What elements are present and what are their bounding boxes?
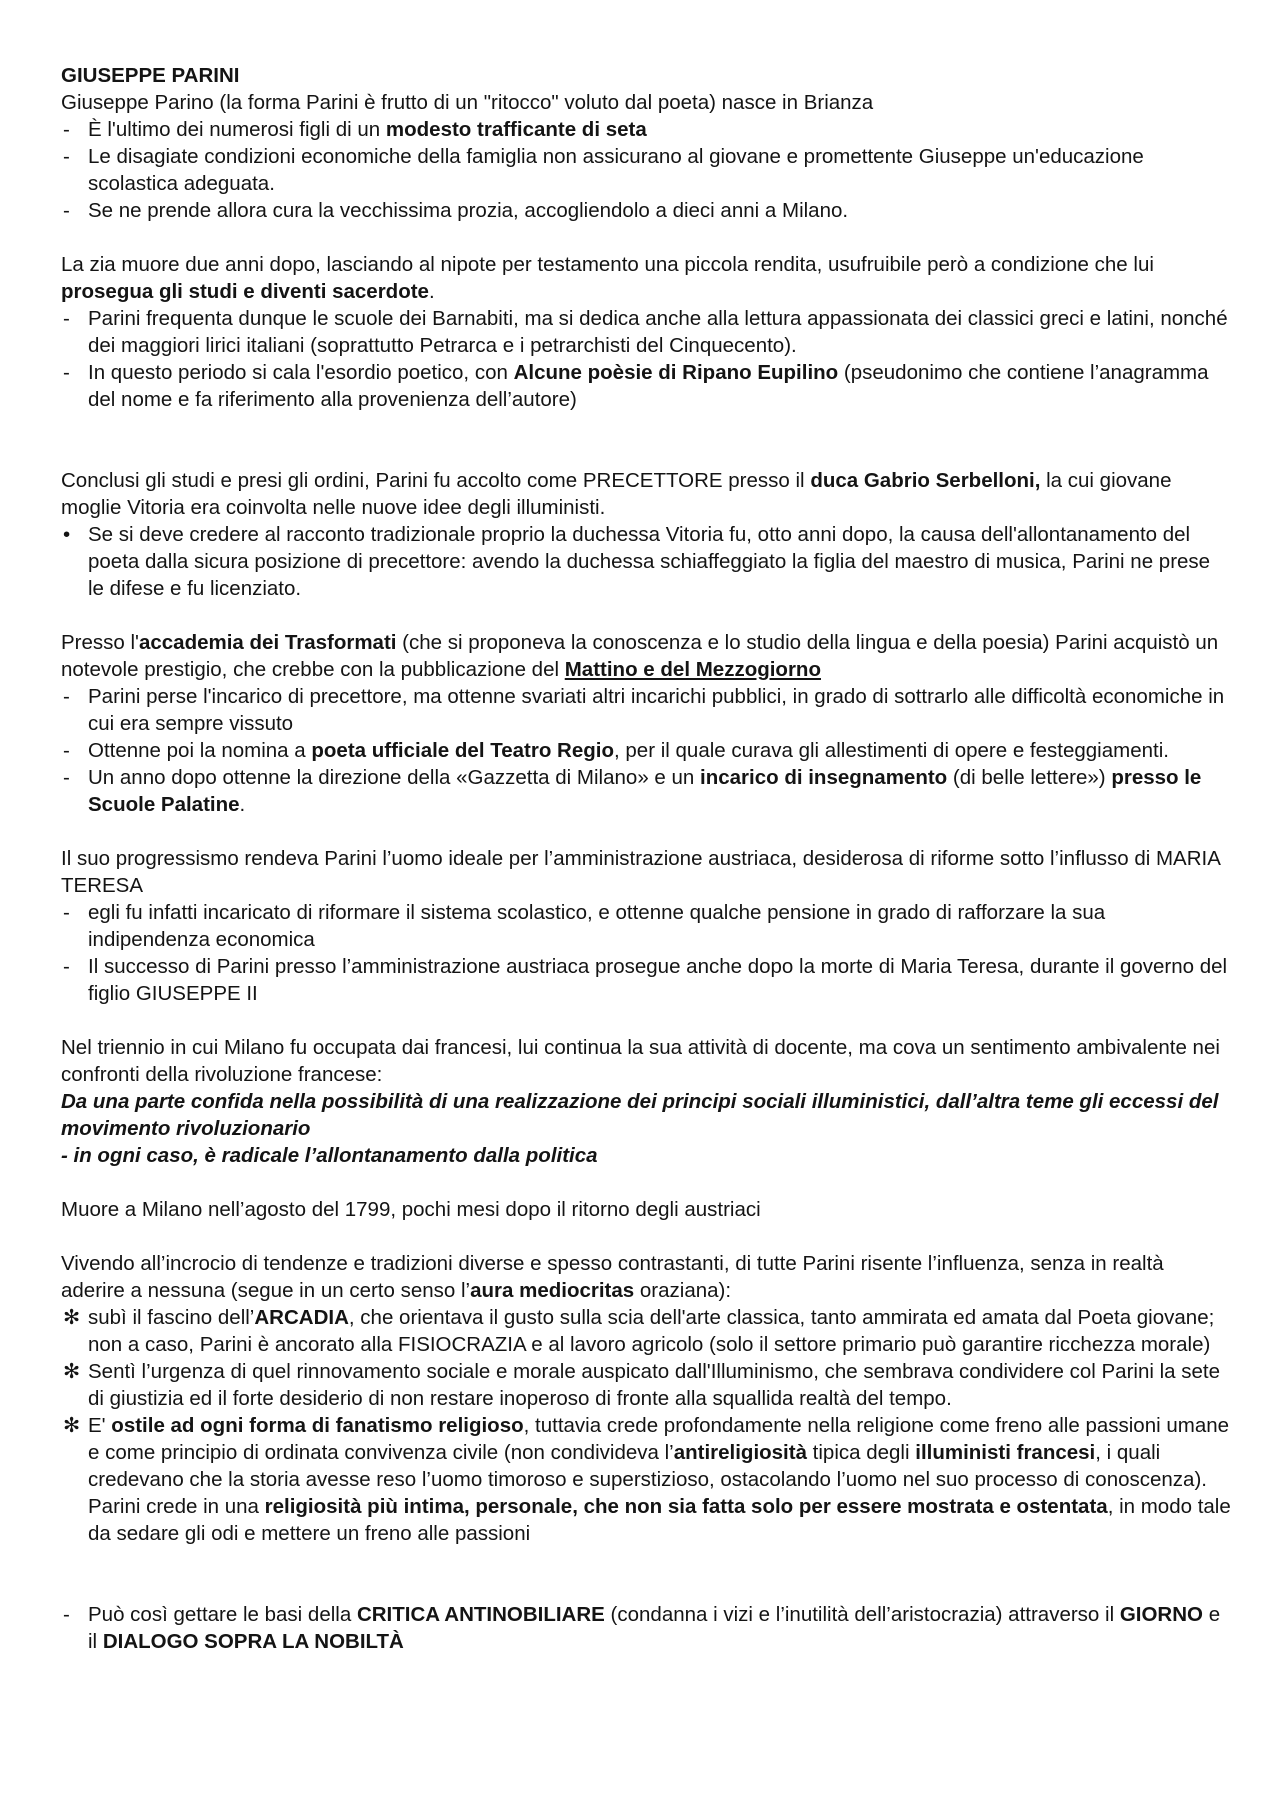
star-bullet: ✻ xyxy=(63,1306,81,1329)
intro-paragraph: Giuseppe Parino (la forma Parini è frutto di un "ritocco" voluto dal poeta) nasce in Brianza xyxy=(61,91,874,114)
star-bullet: ✻ xyxy=(63,1360,81,1383)
dash-bullet: - xyxy=(63,766,70,789)
dash-bullet: - xyxy=(63,1603,70,1626)
dash-bullet: - xyxy=(63,901,70,924)
death-paragraph: Muore a Milano nell’agosto del 1799, pochi mesi dopo il ritorno degli austriaci xyxy=(61,1198,761,1221)
preceptor-paragraph: Conclusi gli studi e presi gli ordini, Parini fu accolto come PRECETTORE presso il duca Gabrio Serbelloni, la cui giovane moglie Vitoria era coinvolta nelle nuove idee degli illuministi. xyxy=(61,469,1172,519)
list-item: - È l'ultimo dei numerosi figli di un modesto trafficante di seta xyxy=(63,118,647,141)
list-item: - Le disagiate condizioni economiche della famiglia non assicurano al giovane e promettente Giuseppe un'educazione scolastica adeguata. xyxy=(63,145,1144,195)
dash-bullet: - xyxy=(63,685,70,708)
list-item: - Ottenne poi la nomina a poeta ufficiale del Teatro Regio, per il quale curava gli allestimenti di opere e festeggiamenti. xyxy=(63,739,1169,762)
studies-paragraph: La zia muore due anni dopo, lasciando al nipote per testamento una piccola rendita, usufruibile però a condizione che lui prosegua gli studi e diventi sacerdote. xyxy=(61,253,1154,303)
influences-paragraph: Vivendo all’incrocio di tendenze e tradizioni diverse e spesso contrastanti, di tutte Parini risente l’influenza, senza in realtà aderire a nessuna (segue in un certo senso l’aura mediocritas oraziana): xyxy=(61,1252,1164,1302)
austria-paragraph: Il suo progressismo rendeva Parini l’uomo ideale per l’amministrazione austriaca, desiderosa di riforme sotto l’influsso di MARIA TERESA xyxy=(61,847,1220,897)
academy-paragraph: Presso l'accademia dei Trasformati (che si proponeva la conoscenza e lo studio della lingua e della poesia) Parini acquistò un notevole prestigio, che crebbe con la pubblicazione del Mattino e del Mezzogiorno xyxy=(61,631,1219,681)
dash-bullet: - xyxy=(63,199,70,222)
dash-bullet: - xyxy=(63,739,70,762)
critique-list xyxy=(61,1601,1231,1655)
dash-bullet: - xyxy=(63,307,70,330)
list-item: - Può così gettare le basi della CRITICA ANTINOBILIARE (condanna i vizi e l’inutilità dell’aristocrazia) attraverso il GIORNO e il DIALOGO SOPRA LA NOBILTÀ xyxy=(63,1603,1221,1653)
list-item: ✻ Sentì l’urgenza di quel rinnovamento sociale e morale auspicato dall'Illuminismo, che sembrava condividere col Parini la sete di giustizia ed il forte desiderio di non restare inoperoso di fronte alla squallida realtà del tempo. xyxy=(63,1360,1221,1410)
dash-bullet: - xyxy=(63,145,70,168)
dash-bullet: - xyxy=(63,361,70,384)
emphasis-paragraph: Da una parte confida nella possibilità di una realizzazione dei principi sociali illuministici, dall’altra teme gli eccessi del movimento rivoluzionario xyxy=(61,1090,1219,1140)
list-item: - egli fu infatti incaricato di riformare il sistema scolastico, e ottenne qualche pensione in grado di rafforzare la sua indipendenza economica xyxy=(63,901,1106,951)
document-title: GIUSEPPE PARINI xyxy=(61,64,240,87)
influences-list xyxy=(61,1304,1231,1547)
star-bullet: ✻ xyxy=(63,1414,81,1437)
preceptor-list xyxy=(61,521,1231,602)
list-item: - Il successo di Parini presso l’amministrazione austriaca prosegue anche dopo la morte di Maria Teresa, durante il governo del figlio GIUSEPPE II xyxy=(63,955,1228,1005)
list-item: - Un anno dopo ottenne la direzione della «Gazzetta di Milano» e un incarico di insegnamento (di belle lettere») presso le Scuole Palatine. xyxy=(63,766,1202,816)
list-item: - Parini perse l'incarico di precettore, ma ottenne svariati altri incarichi pubblici, in grado di sottrarlo alle difficoltà economiche in cui era sempre vissuto xyxy=(63,685,1225,735)
emphasis-line: - in ogni caso, è radicale l’allontanamento dalla politica xyxy=(61,1144,598,1167)
dot-bullet: • xyxy=(63,523,71,546)
list-item: • Se si deve credere al racconto tradizionale proprio la duchessa Vitoria fu, otto anni dopo, la causa dell'allontanamento del poeta dalla sicura posizione di precettore: avendo la duchessa schiaffeggiato la figlia del maestro di musica, Parini ne prese le difese e fu licenziato. xyxy=(63,523,1211,600)
list-item: ✻ subì il fascino dell’ARCADIA, che orientava il gusto sulla scia dell'arte classica, tanto ammirata ed amata dal Poeta giovane; non a caso, Parini è ancorato alla FISIOCRAZIA e al lavoro agricolo (solo il settore primario può garantire ricchezza morale) xyxy=(63,1306,1215,1356)
academy-list xyxy=(61,683,1231,818)
list-item: - In questo periodo si cala l'esordio poetico, con Alcune poèsie di Ripano Eupilino (pseudonimo che contiene l’anagramma del nome e fa riferimento alla provenienza dell’autore) xyxy=(63,361,1209,411)
document-page xyxy=(61,62,1231,1655)
origins-list xyxy=(61,116,1231,224)
studies-list xyxy=(61,305,1231,413)
list-item: - Se ne prende allora cura la vecchissima prozia, accogliendolo a dieci anni a Milano. xyxy=(63,199,849,222)
list-item: ✻ E' ostile ad ogni forma di fanatismo religioso, tuttavia crede profondamente nella religione come freno alle passioni umane e come principio di ordinata convivenza civile (non condivideva l’antireligiosità tipica degli illuministi francesi, i quali credevano che la storia avesse reso l’uomo timoroso e superstizioso, ostacolando l’uomo nel suo processo di conoscenza). Parini crede in una religiosità più intima, personale, che non sia fatta solo per essere mostrata e ostentata, in modo tale da sedare gli odi e mettere un freno alle passioni xyxy=(63,1414,1231,1545)
dash-bullet: - xyxy=(63,955,70,978)
french-paragraph: Nel triennio in cui Milano fu occupata dai francesi, lui continua la sua attività di docente, ma cova un sentimento ambivalente nei confronti della rivoluzione francese: xyxy=(61,1036,1220,1086)
dash-bullet: - xyxy=(63,118,70,141)
list-item: - Parini frequenta dunque le scuole dei Barnabiti, ma si dedica anche alla lettura appassionata dei classici greci e latini, nonché dei maggiori lirici italiani (soprattutto Petrarca e i petrarchisti del Cinquecento). xyxy=(63,307,1228,357)
austria-list xyxy=(61,899,1231,1007)
